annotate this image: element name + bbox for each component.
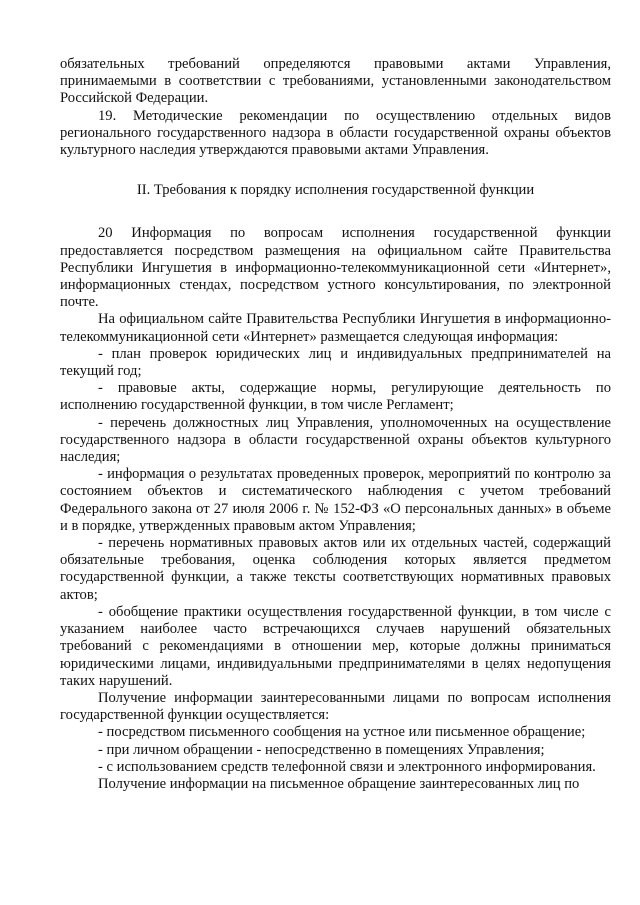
list-item: - посредством письменного сообщения на устное или письменное обращение;: [98, 724, 586, 741]
paragraph-written-request: Получение информации на письменное обращение заинтересованных лиц по: [98, 775, 580, 792]
list-item: - при личном обращении - непосредственно в помещениях Управления;: [98, 741, 545, 758]
list-item: - обобщение практики осуществления государственной функции, в том числе с указанием наиболее часто встречающихся случаев нарушений обязательных требований с рекомендациями в отношении мер, которые должны приниматься юридическими лицами, индивидуальными предпринимателями в целях недопущения таких нарушений.: [60, 603, 611, 689]
list-item: - перечень должностных лиц Управления, уполномоченных на осуществление государственного надзора в области государственной охраны объектов культурного наследия;: [60, 414, 611, 466]
list-item: - информация о результатах проведенных проверок, мероприятий по контролю за состоянием объектов и систематического наблюдения с учетом требований Федерального закона от 27 июля 2006 г. № 152-ФЗ «О персональных данных» в объеме и в порядке, утвержденных правовым актом Управления;: [60, 466, 611, 534]
document-page: [60, 56, 611, 793]
list-item: - правовые акты, содержащие нормы, регулирующие деятельность по исполнению государственной функции, в том числе Регламент;: [60, 380, 611, 414]
paragraph: обязательных требований определяются правовыми актами Управления, принимаемыми в соответствии с требованиями, установленными законодательством Российской Федерации.: [60, 56, 611, 107]
list-item: - план проверок юридических лиц и индивидуальных предпринимателей на текущий год;: [60, 345, 611, 380]
paragraph-20: 20 Информация по вопросам исполнения государственной функции предоставляется посредством размещения на официальном сайте Правительства Республики Ингушетия в информационно-телекоммуникационной сети «Интернет», информационных стендах, посредством устного консультирования, по электронной почте.: [60, 225, 611, 311]
paragraph-obtaining-info: Получение информации заинтересованными лицами по вопросам исполнения государственной функции осуществляется:: [60, 689, 611, 724]
list-item: - перечень нормативных правовых актов или их отдельных частей, содержащий обязательные требования, оценка соблюдения которых является предметом государственной функции, а также тексты соответствующих нормативных правовых актов;: [60, 535, 611, 603]
section-heading: II. Требования к порядку исполнения государственной функции: [136, 182, 535, 199]
list-item: - с использованием средств телефонной связи и электронного информирования.: [98, 758, 596, 775]
paragraph-19: 19. Методические рекомендации по осуществлению отдельных видов регионального государственного надзора в области государственной охраны объектов культурного наследия утверждаются правовыми актами Управления.: [60, 107, 611, 159]
paragraph-website-info: На официальном сайте Правительства Республики Ингушетия в информационно-телекоммуникационной сети «Интернет» размещается следующая информация:: [60, 311, 611, 345]
